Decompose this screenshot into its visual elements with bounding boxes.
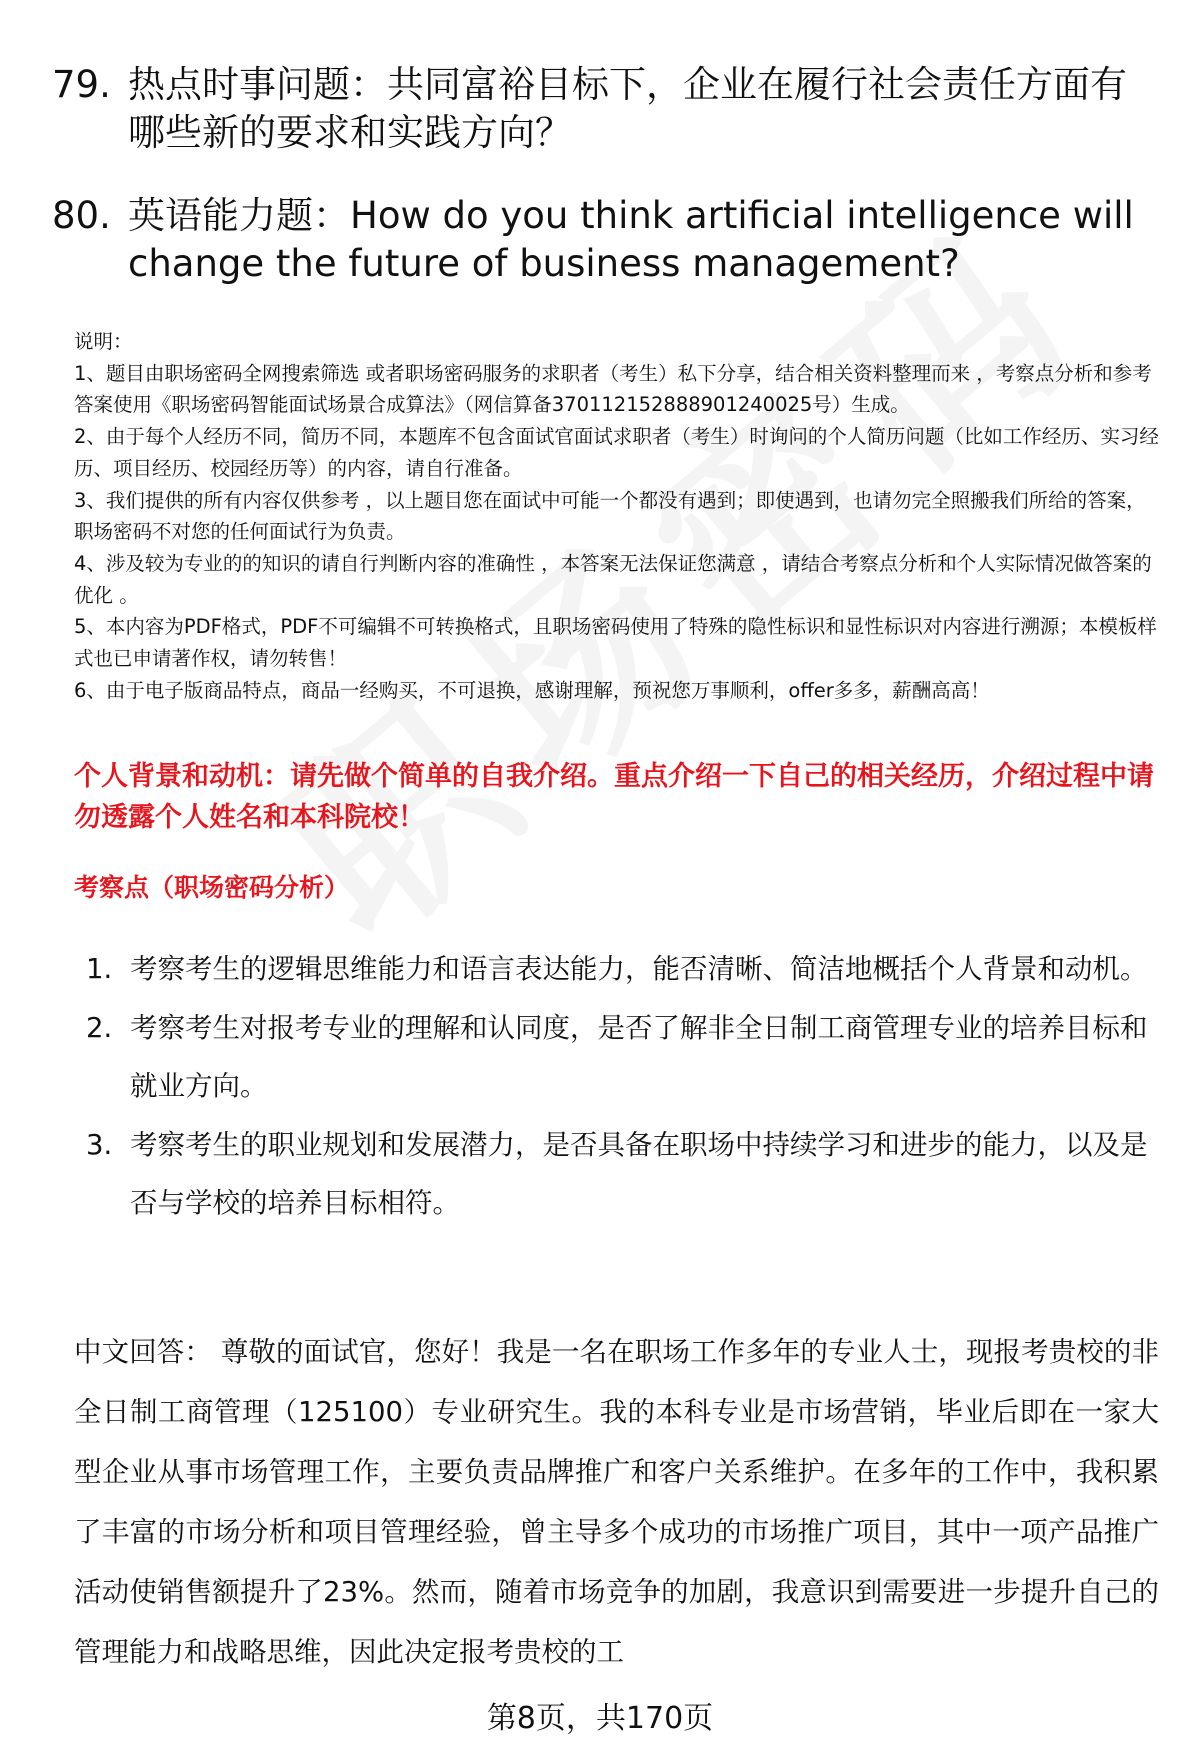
- page-footer: 第8页，共170页: [486, 1701, 714, 1736]
- list-item-number: 2.: [86, 1011, 113, 1044]
- note-item: 1、题目由职场密码全网搜索筛选 或者职场密码服务的求职者（考生）私下分享，结合相关资料整理而来 ，考察点分析和参考答案使用《职场密码智能面试场景合成算法》（网信算备370112152888901240025号）生成。: [74, 361, 1152, 417]
- list-item-text: 考察考生对报考专业的理解和认同度，是否了解非全日制工商管理专业的培养目标和就业方向。: [130, 1011, 1148, 1102]
- list-item-number: 3.: [86, 1128, 113, 1161]
- list-item-text: 考察考生的逻辑思维能力和语言表达能力，能否清晰、简洁地概括个人背景和动机。: [130, 953, 1148, 985]
- analysis-heading: 考察点（职场密码分析）: [74, 873, 350, 902]
- list-item: [74, 999, 1164, 1116]
- answer-paragraph: 中文回答： 尊敬的面试官，您好！我是一名在职场工作多年的专业人士，现报考贵校的非全日制工商管理（125100）专业研究生。我的本科专业是市场营销，毕业后即在一家大型企业从事市场管理工作，主要负责品牌推广和客户关系维护。在多年的工作中，我积累了丰富的市场分析和项目管理经验，曾主导多个成功的市场推广项目，其中一项产品推广活动使销售额提升了23%。然而，随着市场竞争的加剧，我意识到需要进一步提升自己的管理能力和战略思维，因此决定报考贵校的工: [74, 1336, 1159, 1668]
- question-80: [52, 192, 1162, 288]
- analysis-list: [74, 940, 1164, 1233]
- notes-title: 说明：: [74, 330, 133, 353]
- note-item: 6、由于电子版商品特点，商品一经购买，不可退换，感谢理解，预祝您万事顺利，offer多多，薪酬高高！: [74, 678, 990, 702]
- notes-section: [74, 326, 1164, 706]
- note-item: 3、我们提供的所有内容仅供参考 ，以上题目您在面试中可能一个都没有遇到；即使遇到，也请勿完全照搬我们所给的答案，职场密码不对您的任何面试行为负责。: [74, 488, 1146, 544]
- interview-question-heading: 个人背景和动机：请先做个简单的自我介绍。重点介绍一下自己的相关经历，介绍过程中请勿透露个人姓名和本科院校！: [74, 761, 1154, 833]
- note-item: 4、涉及较为专业的的知识的请自行判断内容的准确性 ，本答案无法保证您满意 ，请结合考察点分析和个人实际情况做答案的优化 。: [74, 551, 1152, 607]
- question-number: 80.: [52, 194, 111, 237]
- question-number: 79.: [52, 63, 111, 106]
- list-item-number: 1.: [86, 953, 113, 985]
- note-item: 2、由于每个人经历不同，简历不同，本题库不包含面试官面试求职者（考生）时询问的个人简历问题（比如工作经历、实习经历、项目经历、校园经历等）的内容，请自行准备。: [74, 425, 1159, 480]
- list-item: [74, 940, 1164, 999]
- list-item-text: 考察考生的职业规划和发展潜力，是否具备在职场中持续学习和进步的能力，以及是否与学校的培养目标相符。: [130, 1128, 1148, 1219]
- list-item: [74, 1116, 1164, 1233]
- note-item: 5、本内容为PDF格式，PDF不可编辑不可转换格式，且职场密码使用了特殊的隐性标识和显性标识对内容进行溯源；本模板样式也已申请著作权，请勿转售！: [74, 615, 1157, 671]
- question-text: 热点时事问题：共同富裕目标下，企业在履行社会责任方面有哪些新的要求和实践方向？: [128, 63, 1127, 154]
- question-text: 英语能力题：How do you think artificial intelligence will change the future of business management?: [128, 194, 1134, 285]
- question-79: [52, 61, 1162, 157]
